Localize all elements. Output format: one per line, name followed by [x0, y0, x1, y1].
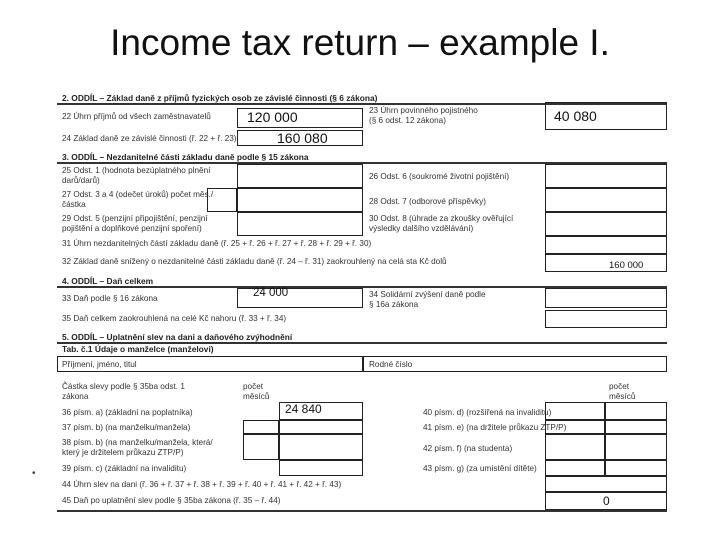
row-37-field[interactable]	[279, 420, 363, 434]
months-header-right: počet měsíců	[609, 382, 636, 401]
row-43-field[interactable]	[545, 460, 605, 476]
spouse-name-field[interactable]	[57, 356, 363, 372]
row-33-value: 24 000	[253, 287, 289, 299]
row-38-field[interactable]	[279, 434, 363, 460]
row-28-field[interactable]	[545, 188, 667, 212]
row-39-field[interactable]	[279, 460, 363, 476]
row-30-field[interactable]	[545, 212, 667, 236]
row-23-label: 23 Úhrn povinného pojistného (§ 6 odst. 12 zákona)	[369, 106, 478, 125]
row-32-field[interactable]	[545, 254, 667, 272]
row-30-label: 30 Odst. 8 (úhrade za zkoušky ověřující výsledky dalšího vzdělávání)	[369, 214, 514, 233]
row-40-months-field[interactable]	[605, 402, 667, 420]
row-26-field[interactable]	[545, 164, 667, 188]
spouse-name-label: Příjmení, jméno, titul	[62, 360, 137, 369]
row-35-label: 35 Daň celkem zaokrouhlená na celé Kč nahoru (ř. 33 + ř. 34)	[62, 314, 287, 323]
row-34-label: 34 Solidární zvýšení daně podle § 16a zákona	[369, 290, 486, 309]
row-25-field[interactable]	[237, 164, 363, 188]
row-41-label: 41 písm. e) (na držitele průkazu ZTP/P)	[423, 423, 567, 432]
section-5-heading: 5. ODDÍL – Uplatnění slev na dani a daňového zvýhodnění	[62, 332, 293, 342]
slide-title: Income tax return – example I.	[110, 22, 610, 63]
row-37-months-field[interactable]	[243, 420, 279, 434]
row-44-field[interactable]	[545, 476, 667, 492]
row-26-label: 26 Odst. 6 (soukromé životní pojištění)	[369, 172, 510, 181]
row-42-months-field[interactable]	[605, 434, 667, 460]
section-4-heading: 4. ODDÍL – Daň celkem	[62, 276, 154, 286]
row-29-label: 29 Odst. 5 (penzijní připojištění, penzijní pojištění a doplňkové penzijní spoření)	[62, 214, 208, 233]
row-25-label: 25 Odst. 1 (hodnota bezúplatného plnění darů/darů)	[62, 166, 211, 185]
row-42-field[interactable]	[545, 434, 605, 460]
spouse-birth-number-field[interactable]	[363, 356, 667, 372]
row-42-label: 42 písm. f) (na studenta)	[423, 444, 513, 453]
row-40-field[interactable]	[545, 402, 605, 420]
row-41-months-field[interactable]	[605, 420, 667, 434]
row-27-months-field[interactable]	[207, 188, 237, 212]
row-22-value: 120 000	[247, 109, 298, 125]
row-28-label: 28 Odst. 7 (odborové příspěvky)	[369, 197, 486, 206]
row-40-label: 40 písm. d) (rozšířená na invaliditu)	[423, 408, 552, 417]
row-23-value: 40 080	[554, 108, 597, 124]
row-33-label: 33 Daň podle § 16 zákona	[62, 294, 158, 303]
row-27-field[interactable]	[237, 188, 363, 212]
row-27-label: 27 Odst. 3 a 4 (odečet úroků) počet měs./ částka	[62, 190, 214, 209]
row-24-value: 160 080	[277, 130, 328, 146]
row-31-field[interactable]	[545, 236, 667, 254]
row-45-value: 0	[603, 494, 610, 508]
row-32-label: 32 Základ daně snížený o nezdanitelné části základu daně (ř. 24 – ř. 31) zaokrouhlený na celá sta Kč dolů	[62, 257, 447, 266]
row-38-label: 38 písm. b) (na manželku/manžela, která/ který je držitelem průkazu ZTP/P)	[62, 438, 213, 457]
bullet-marker: •	[32, 468, 36, 479]
row-24-label: 24 Základ daně ze závislé činnosti (ř. 22 + ř. 23)	[62, 134, 237, 143]
row-44-label: 44 Úhrn slev na dani (ř. 36 + ř. 37 + ř. 38 + ř. 39 + ř. 40 + ř. 41 + ř. 42 + ř. 43)	[62, 480, 342, 489]
section-2-heading: 2. ODDÍL – Základ daně z příjmů fyzických osob ze závislé činnosti (§ 6 zákona)	[62, 93, 378, 103]
row-32-value: 160 000	[609, 260, 644, 271]
row-37-label: 37 písm. b) (na manželku/manžela)	[62, 423, 191, 432]
row-29-field[interactable]	[237, 212, 363, 236]
row-34-field[interactable]	[545, 288, 667, 308]
row-31-label: 31 Úhrn nezdanitelných částí základu daně (ř. 25 + ř. 26 + ř. 27 + ř. 28 + ř. 29 + ř. 30)	[62, 239, 372, 248]
row-41-field[interactable]	[545, 420, 605, 434]
tax-form	[57, 90, 667, 518]
row-36-value: 24 840	[285, 402, 322, 416]
row-43-label: 43 písm. g) (za umístění dítěte)	[423, 464, 537, 473]
row-36-label: 36 písm. a) (základní na poplatníka)	[62, 408, 193, 417]
spouse-birth-number-label: Rodné číslo	[369, 360, 413, 369]
row-39-label: 39 písm. c) (základní na invaliditu)	[62, 464, 187, 473]
section-3-heading: 3. ODDÍL – Nezdanitelné části základu daně podle § 15 zákona	[62, 152, 309, 162]
row-22-label: 22 Úhrn příjmů od všech zaměstnavatelů	[62, 112, 211, 121]
row-43-months-field[interactable]	[605, 460, 667, 476]
discount-amount-header: Částka slevy podle § 35ba odst. 1 zákona	[62, 382, 185, 401]
row-38-months-field[interactable]	[243, 434, 279, 460]
months-header-left: počet měsíců	[243, 382, 270, 401]
row-45-label: 45 Daň po uplatnění slev podle § 35ba zákona (ř. 35 – ř. 44)	[62, 496, 281, 505]
table-1-heading: Tab. č.1 Údaje o manželce (manželovi)	[62, 344, 214, 354]
divider	[57, 510, 667, 512]
row-35-field[interactable]	[545, 310, 667, 328]
